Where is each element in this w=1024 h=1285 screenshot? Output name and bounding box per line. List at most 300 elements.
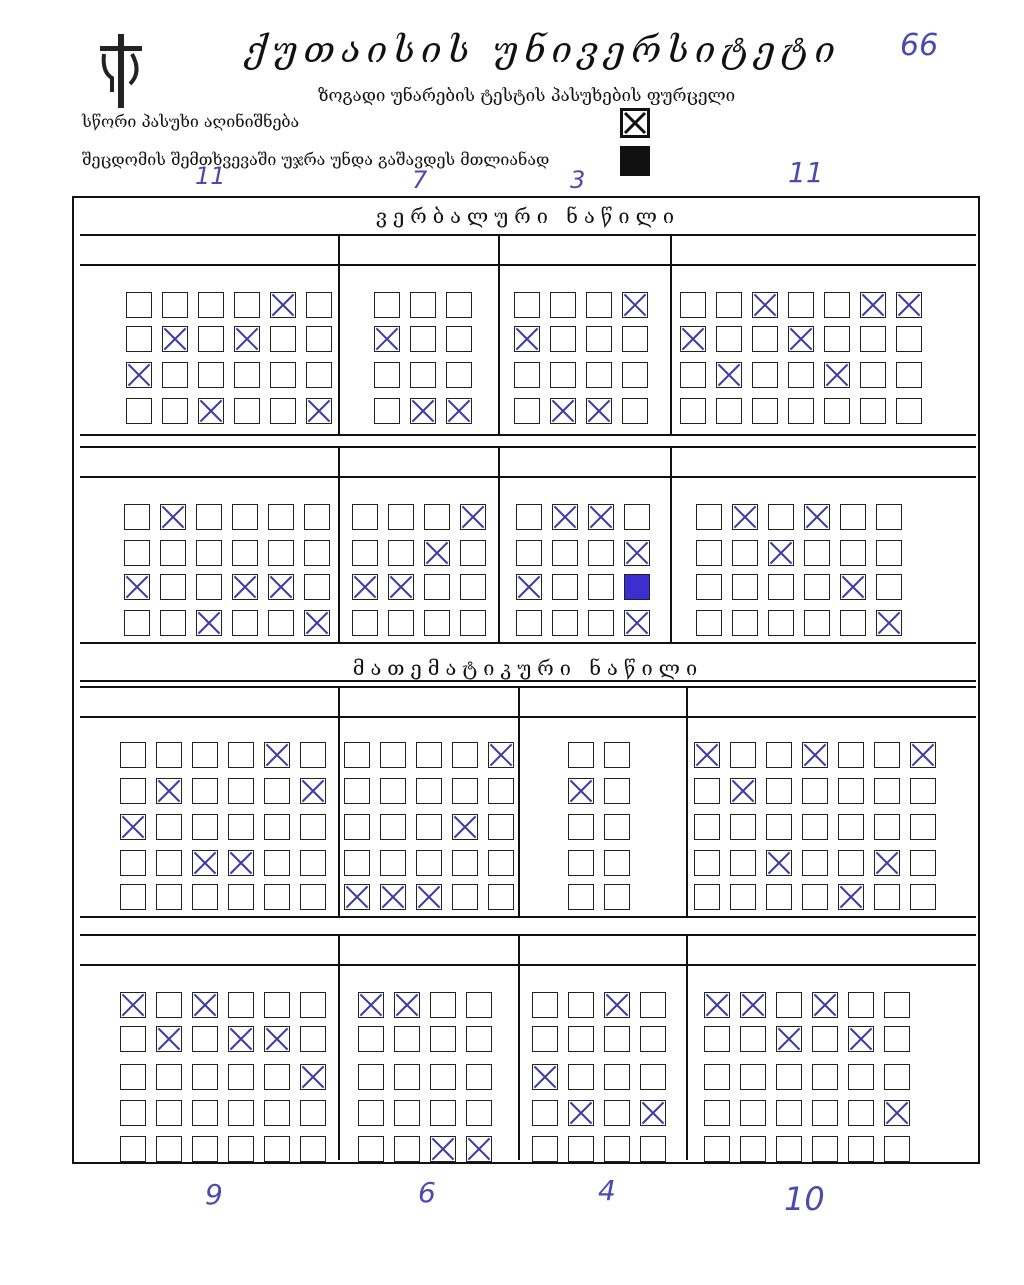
- answer-box-q41-2[interactable]: [120, 778, 146, 804]
- answer-box-q58-2[interactable]: [838, 778, 864, 804]
- answer-box-q53-1[interactable]: [604, 742, 630, 768]
- answer-box-q62-3[interactable]: [156, 1064, 182, 1090]
- answer-box-q40-4[interactable]: [876, 610, 902, 636]
- answer-box-q77-5[interactable]: [776, 1136, 802, 1162]
- answer-box-q23-1[interactable]: [196, 504, 222, 530]
- answer-box-q48-4[interactable]: [380, 850, 406, 876]
- answer-box-q54-3[interactable]: [694, 814, 720, 840]
- answer-box-q21-1[interactable]: [124, 504, 150, 530]
- answer-box-q29-1[interactable]: [424, 504, 450, 530]
- answer-box-q4-3[interactable]: [234, 362, 260, 388]
- answer-box-q12-4[interactable]: [586, 398, 612, 424]
- answer-box-q78-2[interactable]: [812, 1026, 838, 1052]
- answer-box-q50-3[interactable]: [452, 814, 478, 840]
- answer-box-q30-4[interactable]: [460, 610, 486, 636]
- answer-box-q5-1[interactable]: [270, 292, 296, 318]
- answer-box-q45-2[interactable]: [264, 778, 290, 804]
- answer-box-q11-4[interactable]: [550, 398, 576, 424]
- answer-box-q80-5[interactable]: [884, 1136, 910, 1162]
- answer-box-q80-3[interactable]: [884, 1064, 910, 1090]
- answer-box-q42-2[interactable]: [156, 778, 182, 804]
- answer-box-q74-1[interactable]: [640, 992, 666, 1018]
- answer-box-q18-1[interactable]: [824, 292, 850, 318]
- answer-box-q66-3[interactable]: [300, 1064, 326, 1090]
- answer-box-q18-4[interactable]: [824, 398, 850, 424]
- answer-box-q24-3[interactable]: [232, 574, 258, 600]
- answer-box-q55-1[interactable]: [730, 742, 756, 768]
- answer-box-q59-1[interactable]: [874, 742, 900, 768]
- answer-box-q62-1[interactable]: [156, 992, 182, 1018]
- answer-box-q51-4[interactable]: [488, 850, 514, 876]
- answer-box-q64-1[interactable]: [228, 992, 254, 1018]
- answer-box-q54-5[interactable]: [694, 884, 720, 910]
- answer-box-q22-4[interactable]: [160, 610, 186, 636]
- answer-box-q49-5[interactable]: [416, 884, 442, 910]
- answer-box-q13-3[interactable]: [622, 362, 648, 388]
- answer-box-q67-2[interactable]: [358, 1026, 384, 1052]
- answer-box-q6-4[interactable]: [306, 398, 332, 424]
- answer-box-q66-4[interactable]: [300, 1100, 326, 1126]
- answer-box-q46-5[interactable]: [300, 884, 326, 910]
- answer-box-q2-4[interactable]: [162, 398, 188, 424]
- answer-box-q77-3[interactable]: [776, 1064, 802, 1090]
- answer-box-q32-4[interactable]: [552, 610, 578, 636]
- answer-box-q4-4[interactable]: [234, 398, 260, 424]
- answer-box-q21-4[interactable]: [124, 610, 150, 636]
- answer-box-q22-2[interactable]: [160, 540, 186, 566]
- answer-box-q3-2[interactable]: [198, 326, 224, 352]
- answer-box-q32-3[interactable]: [552, 574, 578, 600]
- answer-box-q36-3[interactable]: [732, 574, 758, 600]
- answer-box-q26-2[interactable]: [304, 540, 330, 566]
- answer-box-q68-3[interactable]: [394, 1064, 420, 1090]
- answer-box-q72-1[interactable]: [568, 992, 594, 1018]
- answer-box-q16-1[interactable]: [752, 292, 778, 318]
- answer-box-q59-5[interactable]: [874, 884, 900, 910]
- answer-box-q52-4[interactable]: [568, 850, 594, 876]
- answer-box-q75-1[interactable]: [704, 992, 730, 1018]
- answer-box-q54-1[interactable]: [694, 742, 720, 768]
- answer-box-q37-3[interactable]: [768, 574, 794, 600]
- answer-box-q25-4[interactable]: [268, 610, 294, 636]
- answer-box-q41-4[interactable]: [120, 850, 146, 876]
- answer-box-q23-4[interactable]: [196, 610, 222, 636]
- answer-box-q44-1[interactable]: [228, 742, 254, 768]
- answer-box-q9-3[interactable]: [446, 362, 472, 388]
- answer-box-q73-5[interactable]: [604, 1136, 630, 1162]
- answer-box-q24-4[interactable]: [232, 610, 258, 636]
- answer-box-q45-5[interactable]: [264, 884, 290, 910]
- answer-box-q5-3[interactable]: [270, 362, 296, 388]
- answer-box-q71-2[interactable]: [532, 1026, 558, 1052]
- answer-box-q39-1[interactable]: [840, 504, 866, 530]
- answer-box-q73-2[interactable]: [604, 1026, 630, 1052]
- answer-box-q35-2[interactable]: [696, 540, 722, 566]
- answer-box-q74-5[interactable]: [640, 1136, 666, 1162]
- answer-box-q47-1[interactable]: [344, 742, 370, 768]
- answer-box-q15-1[interactable]: [716, 292, 742, 318]
- answer-box-q33-3[interactable]: [588, 574, 614, 600]
- answer-box-q45-4[interactable]: [264, 850, 290, 876]
- answer-box-q68-2[interactable]: [394, 1026, 420, 1052]
- answer-box-q60-3[interactable]: [910, 814, 936, 840]
- answer-box-q65-2[interactable]: [264, 1026, 290, 1052]
- answer-box-q49-1[interactable]: [416, 742, 442, 768]
- answer-box-q67-3[interactable]: [358, 1064, 384, 1090]
- answer-box-q22-1[interactable]: [160, 504, 186, 530]
- answer-box-q57-3[interactable]: [802, 814, 828, 840]
- answer-box-q45-1[interactable]: [264, 742, 290, 768]
- answer-box-q57-2[interactable]: [802, 778, 828, 804]
- answer-box-q45-3[interactable]: [264, 814, 290, 840]
- answer-box-q13-2[interactable]: [622, 326, 648, 352]
- answer-box-q56-4[interactable]: [766, 850, 792, 876]
- answer-box-q17-4[interactable]: [788, 398, 814, 424]
- answer-box-q25-1[interactable]: [268, 504, 294, 530]
- answer-box-q19-4[interactable]: [860, 398, 886, 424]
- answer-box-q66-2[interactable]: [300, 1026, 326, 1052]
- answer-box-q73-3[interactable]: [604, 1064, 630, 1090]
- answer-box-q70-1[interactable]: [466, 992, 492, 1018]
- answer-box-q67-4[interactable]: [358, 1100, 384, 1126]
- answer-box-q60-1[interactable]: [910, 742, 936, 768]
- answer-box-q28-3[interactable]: [388, 574, 414, 600]
- answer-box-q60-5[interactable]: [910, 884, 936, 910]
- answer-box-q78-5[interactable]: [812, 1136, 838, 1162]
- answer-box-q46-3[interactable]: [300, 814, 326, 840]
- answer-box-q80-1[interactable]: [884, 992, 910, 1018]
- answer-box-q9-1[interactable]: [446, 292, 472, 318]
- answer-box-q30-2[interactable]: [460, 540, 486, 566]
- answer-box-q24-2[interactable]: [232, 540, 258, 566]
- answer-box-q38-1[interactable]: [804, 504, 830, 530]
- answer-box-q40-1[interactable]: [876, 504, 902, 530]
- answer-box-q51-3[interactable]: [488, 814, 514, 840]
- answer-box-q25-2[interactable]: [268, 540, 294, 566]
- answer-box-q68-1[interactable]: [394, 992, 420, 1018]
- answer-box-q57-1[interactable]: [802, 742, 828, 768]
- answer-box-q7-1[interactable]: [374, 292, 400, 318]
- answer-box-q44-2[interactable]: [228, 778, 254, 804]
- answer-box-q55-5[interactable]: [730, 884, 756, 910]
- answer-box-q18-2[interactable]: [824, 326, 850, 352]
- answer-box-q50-1[interactable]: [452, 742, 478, 768]
- answer-box-q33-2[interactable]: [588, 540, 614, 566]
- answer-box-q60-4[interactable]: [910, 850, 936, 876]
- answer-box-q78-1[interactable]: [812, 992, 838, 1018]
- answer-box-q63-3[interactable]: [192, 1064, 218, 1090]
- answer-box-q14-1[interactable]: [680, 292, 706, 318]
- answer-box-q20-3[interactable]: [896, 362, 922, 388]
- answer-box-q5-4[interactable]: [270, 398, 296, 424]
- answer-box-q49-4[interactable]: [416, 850, 442, 876]
- answer-box-q11-2[interactable]: [550, 326, 576, 352]
- answer-box-q32-1[interactable]: [552, 504, 578, 530]
- answer-box-q31-2[interactable]: [516, 540, 542, 566]
- answer-box-q39-4[interactable]: [840, 610, 866, 636]
- answer-box-q34-4[interactable]: [624, 610, 650, 636]
- answer-box-q47-3[interactable]: [344, 814, 370, 840]
- answer-box-q2-3[interactable]: [162, 362, 188, 388]
- answer-box-q61-4[interactable]: [120, 1100, 146, 1126]
- answer-box-q67-1[interactable]: [358, 992, 384, 1018]
- answer-box-q33-1[interactable]: [588, 504, 614, 530]
- answer-box-q35-3[interactable]: [696, 574, 722, 600]
- answer-box-q6-2[interactable]: [306, 326, 332, 352]
- answer-box-q20-4[interactable]: [896, 398, 922, 424]
- answer-box-q21-3[interactable]: [124, 574, 150, 600]
- answer-box-q66-1[interactable]: [300, 992, 326, 1018]
- answer-box-q76-1[interactable]: [740, 992, 766, 1018]
- answer-box-q6-3[interactable]: [306, 362, 332, 388]
- answer-box-q31-3[interactable]: [516, 574, 542, 600]
- answer-box-q43-4[interactable]: [192, 850, 218, 876]
- answer-box-q10-3[interactable]: [514, 362, 540, 388]
- answer-box-q30-3[interactable]: [460, 574, 486, 600]
- answer-box-q57-4[interactable]: [802, 850, 828, 876]
- answer-box-q10-2[interactable]: [514, 326, 540, 352]
- answer-box-q53-4[interactable]: [604, 850, 630, 876]
- answer-box-q78-3[interactable]: [812, 1064, 838, 1090]
- answer-box-q63-4[interactable]: [192, 1100, 218, 1126]
- answer-box-q61-1[interactable]: [120, 992, 146, 1018]
- answer-box-q19-3[interactable]: [860, 362, 886, 388]
- answer-box-q38-4[interactable]: [804, 610, 830, 636]
- answer-box-q49-2[interactable]: [416, 778, 442, 804]
- answer-box-q38-3[interactable]: [804, 574, 830, 600]
- answer-box-q44-4[interactable]: [228, 850, 254, 876]
- answer-box-q54-4[interactable]: [694, 850, 720, 876]
- answer-box-q50-2[interactable]: [452, 778, 478, 804]
- answer-box-q13-1[interactable]: [622, 292, 648, 318]
- answer-box-q24-1[interactable]: [232, 504, 258, 530]
- answer-box-q22-3[interactable]: [160, 574, 186, 600]
- answer-box-q4-2[interactable]: [234, 326, 260, 352]
- answer-box-q69-3[interactable]: [430, 1064, 456, 1090]
- answer-box-q55-3[interactable]: [730, 814, 756, 840]
- answer-box-q56-5[interactable]: [766, 884, 792, 910]
- answer-box-q65-5[interactable]: [264, 1136, 290, 1162]
- answer-box-q57-5[interactable]: [802, 884, 828, 910]
- answer-box-q53-3[interactable]: [604, 814, 630, 840]
- answer-box-q59-2[interactable]: [874, 778, 900, 804]
- answer-box-q59-3[interactable]: [874, 814, 900, 840]
- answer-box-q1-4[interactable]: [126, 398, 152, 424]
- answer-box-q9-2[interactable]: [446, 326, 472, 352]
- answer-box-q79-3[interactable]: [848, 1064, 874, 1090]
- answer-box-q47-4[interactable]: [344, 850, 370, 876]
- answer-box-q23-3[interactable]: [196, 574, 222, 600]
- answer-box-q76-4[interactable]: [740, 1100, 766, 1126]
- answer-box-q1-2[interactable]: [126, 326, 152, 352]
- answer-box-q43-1[interactable]: [192, 742, 218, 768]
- answer-box-q21-2[interactable]: [124, 540, 150, 566]
- answer-box-q61-3[interactable]: [120, 1064, 146, 1090]
- answer-box-q25-3[interactable]: [268, 574, 294, 600]
- answer-box-q43-3[interactable]: [192, 814, 218, 840]
- answer-box-q69-5[interactable]: [430, 1136, 456, 1162]
- answer-box-q17-3[interactable]: [788, 362, 814, 388]
- answer-box-q55-4[interactable]: [730, 850, 756, 876]
- answer-box-q29-4[interactable]: [424, 610, 450, 636]
- answer-box-q31-1[interactable]: [516, 504, 542, 530]
- answer-box-q12-3[interactable]: [586, 362, 612, 388]
- answer-box-q10-1[interactable]: [514, 292, 540, 318]
- answer-box-q7-2[interactable]: [374, 326, 400, 352]
- answer-box-q14-2[interactable]: [680, 326, 706, 352]
- answer-box-q8-2[interactable]: [410, 326, 436, 352]
- answer-box-q33-4[interactable]: [588, 610, 614, 636]
- answer-box-q48-2[interactable]: [380, 778, 406, 804]
- answer-box-q37-4[interactable]: [768, 610, 794, 636]
- answer-box-q20-1[interactable]: [896, 292, 922, 318]
- answer-box-q16-4[interactable]: [752, 398, 778, 424]
- answer-box-q58-3[interactable]: [838, 814, 864, 840]
- answer-box-q43-5[interactable]: [192, 884, 218, 910]
- answer-box-q61-2[interactable]: [120, 1026, 146, 1052]
- answer-box-q68-4[interactable]: [394, 1100, 420, 1126]
- answer-box-q3-1[interactable]: [198, 292, 224, 318]
- answer-box-q15-3[interactable]: [716, 362, 742, 388]
- answer-box-q46-2[interactable]: [300, 778, 326, 804]
- answer-box-q66-5[interactable]: [300, 1136, 326, 1162]
- answer-box-q60-2[interactable]: [910, 778, 936, 804]
- answer-box-q69-4[interactable]: [430, 1100, 456, 1126]
- answer-box-q14-3[interactable]: [680, 362, 706, 388]
- answer-box-q28-1[interactable]: [388, 504, 414, 530]
- answer-box-q36-2[interactable]: [732, 540, 758, 566]
- answer-box-q42-5[interactable]: [156, 884, 182, 910]
- answer-box-q3-4[interactable]: [198, 398, 224, 424]
- answer-box-q72-3[interactable]: [568, 1064, 594, 1090]
- answer-box-q77-2[interactable]: [776, 1026, 802, 1052]
- answer-box-q70-4[interactable]: [466, 1100, 492, 1126]
- answer-box-q39-2[interactable]: [840, 540, 866, 566]
- answer-box-q37-2[interactable]: [768, 540, 794, 566]
- answer-box-q2-1[interactable]: [162, 292, 188, 318]
- answer-box-q62-2[interactable]: [156, 1026, 182, 1052]
- answer-box-q38-2[interactable]: [804, 540, 830, 566]
- answer-box-q13-4[interactable]: [622, 398, 648, 424]
- answer-box-q28-4[interactable]: [388, 610, 414, 636]
- answer-box-q51-1[interactable]: [488, 742, 514, 768]
- answer-box-q71-3[interactable]: [532, 1064, 558, 1090]
- answer-box-q51-2[interactable]: [488, 778, 514, 804]
- answer-box-q46-1[interactable]: [300, 742, 326, 768]
- answer-box-q37-1[interactable]: [768, 504, 794, 530]
- answer-box-q54-2[interactable]: [694, 778, 720, 804]
- answer-box-q35-4[interactable]: [696, 610, 722, 636]
- answer-box-q9-4[interactable]: [446, 398, 472, 424]
- answer-box-q28-2[interactable]: [388, 540, 414, 566]
- answer-box-q8-3[interactable]: [410, 362, 436, 388]
- answer-box-q73-4[interactable]: [604, 1100, 630, 1126]
- answer-box-q70-2[interactable]: [466, 1026, 492, 1052]
- answer-box-q8-4[interactable]: [410, 398, 436, 424]
- answer-box-q75-4[interactable]: [704, 1100, 730, 1126]
- answer-box-q58-4[interactable]: [838, 850, 864, 876]
- answer-box-q43-2[interactable]: [192, 778, 218, 804]
- answer-box-q76-2[interactable]: [740, 1026, 766, 1052]
- answer-box-q52-5[interactable]: [568, 884, 594, 910]
- answer-box-q70-5[interactable]: [466, 1136, 492, 1162]
- answer-box-q36-1[interactable]: [732, 504, 758, 530]
- answer-box-q8-1[interactable]: [410, 292, 436, 318]
- answer-box-q52-3[interactable]: [568, 814, 594, 840]
- answer-box-q7-3[interactable]: [374, 362, 400, 388]
- answer-box-q16-2[interactable]: [752, 326, 778, 352]
- answer-box-q75-3[interactable]: [704, 1064, 730, 1090]
- answer-box-q79-4[interactable]: [848, 1100, 874, 1126]
- answer-box-q72-5[interactable]: [568, 1136, 594, 1162]
- answer-box-q12-1[interactable]: [586, 292, 612, 318]
- answer-box-q55-2[interactable]: [730, 778, 756, 804]
- answer-box-q71-4[interactable]: [532, 1100, 558, 1126]
- answer-box-q48-1[interactable]: [380, 742, 406, 768]
- answer-box-q64-3[interactable]: [228, 1064, 254, 1090]
- answer-box-q17-1[interactable]: [788, 292, 814, 318]
- answer-box-q19-1[interactable]: [860, 292, 886, 318]
- answer-box-q56-1[interactable]: [766, 742, 792, 768]
- answer-box-q76-3[interactable]: [740, 1064, 766, 1090]
- answer-box-q11-3[interactable]: [550, 362, 576, 388]
- answer-box-q42-4[interactable]: [156, 850, 182, 876]
- answer-box-q27-2[interactable]: [352, 540, 378, 566]
- answer-box-q10-4[interactable]: [514, 398, 540, 424]
- answer-box-q46-4[interactable]: [300, 850, 326, 876]
- answer-box-q16-3[interactable]: [752, 362, 778, 388]
- answer-box-q64-4[interactable]: [228, 1100, 254, 1126]
- answer-box-q61-5[interactable]: [120, 1136, 146, 1162]
- answer-box-q6-1[interactable]: [306, 292, 332, 318]
- answer-box-q58-5[interactable]: [838, 884, 864, 910]
- answer-box-q52-2[interactable]: [568, 778, 594, 804]
- answer-box-q77-4[interactable]: [776, 1100, 802, 1126]
- answer-box-q5-2[interactable]: [270, 326, 296, 352]
- answer-box-q44-5[interactable]: [228, 884, 254, 910]
- answer-box-q56-2[interactable]: [766, 778, 792, 804]
- answer-box-q39-3[interactable]: [840, 574, 866, 600]
- answer-box-q26-1[interactable]: [304, 504, 330, 530]
- answer-box-q53-5[interactable]: [604, 884, 630, 910]
- answer-box-q29-3[interactable]: [424, 574, 450, 600]
- answer-box-q58-1[interactable]: [838, 742, 864, 768]
- answer-box-q32-2[interactable]: [552, 540, 578, 566]
- answer-box-q27-4[interactable]: [352, 610, 378, 636]
- answer-box-q18-3[interactable]: [824, 362, 850, 388]
- answer-box-q34-3[interactable]: [624, 574, 650, 600]
- answer-box-q53-2[interactable]: [604, 778, 630, 804]
- answer-box-q4-1[interactable]: [234, 292, 260, 318]
- answer-box-q48-3[interactable]: [380, 814, 406, 840]
- answer-box-q26-3[interactable]: [304, 574, 330, 600]
- answer-box-q56-3[interactable]: [766, 814, 792, 840]
- answer-box-q72-4[interactable]: [568, 1100, 594, 1126]
- answer-box-q35-1[interactable]: [696, 504, 722, 530]
- answer-box-q27-3[interactable]: [352, 574, 378, 600]
- answer-box-q50-4[interactable]: [452, 850, 478, 876]
- answer-box-q74-3[interactable]: [640, 1064, 666, 1090]
- answer-box-q41-1[interactable]: [120, 742, 146, 768]
- answer-box-q27-1[interactable]: [352, 504, 378, 530]
- answer-box-q23-2[interactable]: [196, 540, 222, 566]
- answer-box-q29-2[interactable]: [424, 540, 450, 566]
- answer-box-q47-5[interactable]: [344, 884, 370, 910]
- answer-box-q63-1[interactable]: [192, 992, 218, 1018]
- answer-box-q47-2[interactable]: [344, 778, 370, 804]
- answer-box-q80-2[interactable]: [884, 1026, 910, 1052]
- answer-box-q59-4[interactable]: [874, 850, 900, 876]
